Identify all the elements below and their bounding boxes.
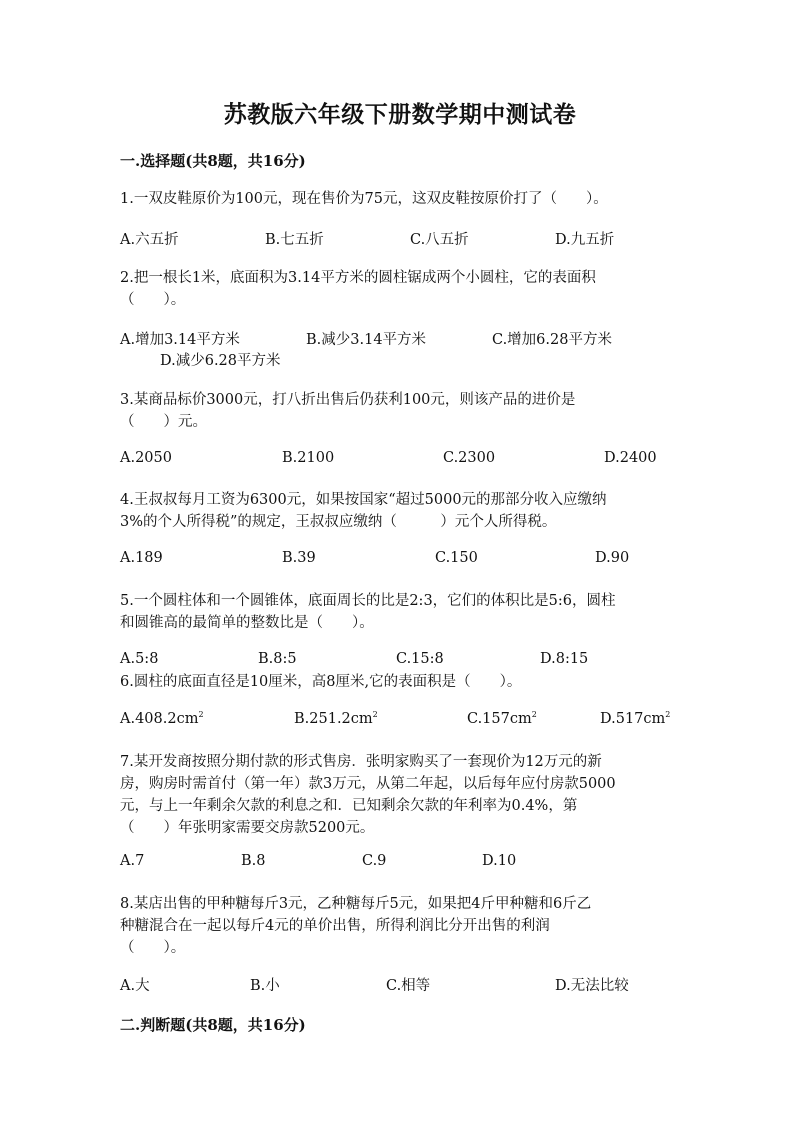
option-8d: D.无法比较 (555, 978, 629, 994)
page-title: 苏教版六年级下册数学期中测试卷 (223, 101, 577, 128)
option-1c: C.八五折 (410, 232, 469, 248)
option-5d: D.8:15 (540, 651, 589, 667)
option-4b: B.39 (282, 550, 316, 566)
option-7a: A.7 (120, 853, 145, 869)
section-heading-judgement: 二.判断题(共8题，共16分) (120, 1016, 306, 1034)
option-3a: A.2050 (120, 450, 172, 466)
question-1: 1.一双皮鞋原价为100元，现在售价为75元，这双皮鞋按原价打了（ ）。 (120, 191, 608, 207)
option-6a: $A.408.2cm^2$ (120, 710, 204, 727)
option-7c: C.9 (362, 853, 387, 869)
question-5-line-2: 和圆锥高的最简单的整数比是（ ）。 (120, 615, 374, 631)
option-4d: D.90 (595, 550, 630, 566)
option-2b: B.减少3.14平方米 (306, 332, 427, 348)
option-5b: B.8:5 (258, 651, 297, 667)
question-6: 6.圆柱的底面直径是10厘米，高8厘米,它的表面积是（ ）。 (120, 674, 522, 690)
question-7-line-4: （ ）年张明家需要交房款5200元。 (120, 820, 375, 836)
option-2d: D.减少6.28平方米 (160, 353, 281, 369)
question-3-line-1: 3.某商品标价3000元，打八折出售后仍获利100元，则该产品的进价是 (120, 392, 576, 408)
option-6c: $C.157cm^2$ (467, 710, 537, 727)
option-5a: A.5:8 (120, 651, 159, 667)
question-2-line-2: （ ）。 (120, 292, 186, 308)
section-heading-choice: 一.选择题(共8题，共16分) (120, 152, 306, 170)
question-7-line-3: 元，与上一年剩余欠款的利息之和．已知剩余欠款的年利率为0.4%，第 (120, 798, 578, 814)
option-4c: C.150 (435, 550, 478, 566)
option-1b: B.七五折 (265, 232, 324, 248)
question-7-line-1: 7.某开发商按照分期付款的形式售房．张明家购买了一套现价为12万元的新 (120, 754, 602, 770)
option-6d: $D.517cm^2$ (600, 710, 671, 727)
option-8c: C.相等 (386, 978, 431, 994)
option-5c: C.15:8 (396, 651, 444, 667)
option-2a: A.增加3.14平方米 (120, 332, 240, 348)
option-1a: A.六五折 (120, 232, 179, 248)
question-8-line-3: （ ）。 (120, 940, 186, 956)
option-3d: D.2400 (604, 450, 657, 466)
option-1d: D.九五折 (555, 232, 615, 248)
option-3b: B.2100 (282, 450, 335, 466)
option-2c: C.增加6.28平方米 (492, 332, 612, 348)
option-6b: $B.251.2cm^2$ (294, 710, 378, 727)
option-4a: A.189 (120, 550, 163, 566)
option-3c: C.2300 (443, 450, 496, 466)
option-8b: B.小 (250, 978, 280, 994)
question-8-line-1: 8.某店出售的甲种糖每斤3元，乙种糖每斤5元，如果把4斤甲种糖和6斤乙 (120, 896, 592, 912)
question-8-line-2: 种糖混合在一起以每斤4元的单价出售，所得利润比分开出售的利润 (120, 918, 550, 934)
option-7b: B.8 (241, 853, 266, 869)
option-8a: A.大 (120, 978, 150, 994)
question-3-line-2: （ ）元。 (120, 414, 207, 430)
question-4-line-1: 4.王叔叔每月工资为6300元，如果按国家“超过5000元的那部分收入应缴纳 (120, 492, 607, 508)
question-5-line-1: 5.一个圆柱体和一个圆锥体，底面周长的比是2:3，它们的体积比是5:6，圆柱 (120, 593, 616, 609)
option-7d: D.10 (482, 853, 517, 869)
question-7-line-2: 房，购房时需首付（第一年）款3万元，从第二年起，以后每年应付房款5000 (120, 776, 616, 792)
question-4-line-2: 3%的个人所得税”的规定，王叔叔应缴纳（ ）元个人所得税。 (120, 514, 557, 530)
question-2-line-1: 2.把一根长1米，底面积为3.14平方米的圆柱锯成两个小圆柱，它的表面积 (120, 270, 596, 286)
